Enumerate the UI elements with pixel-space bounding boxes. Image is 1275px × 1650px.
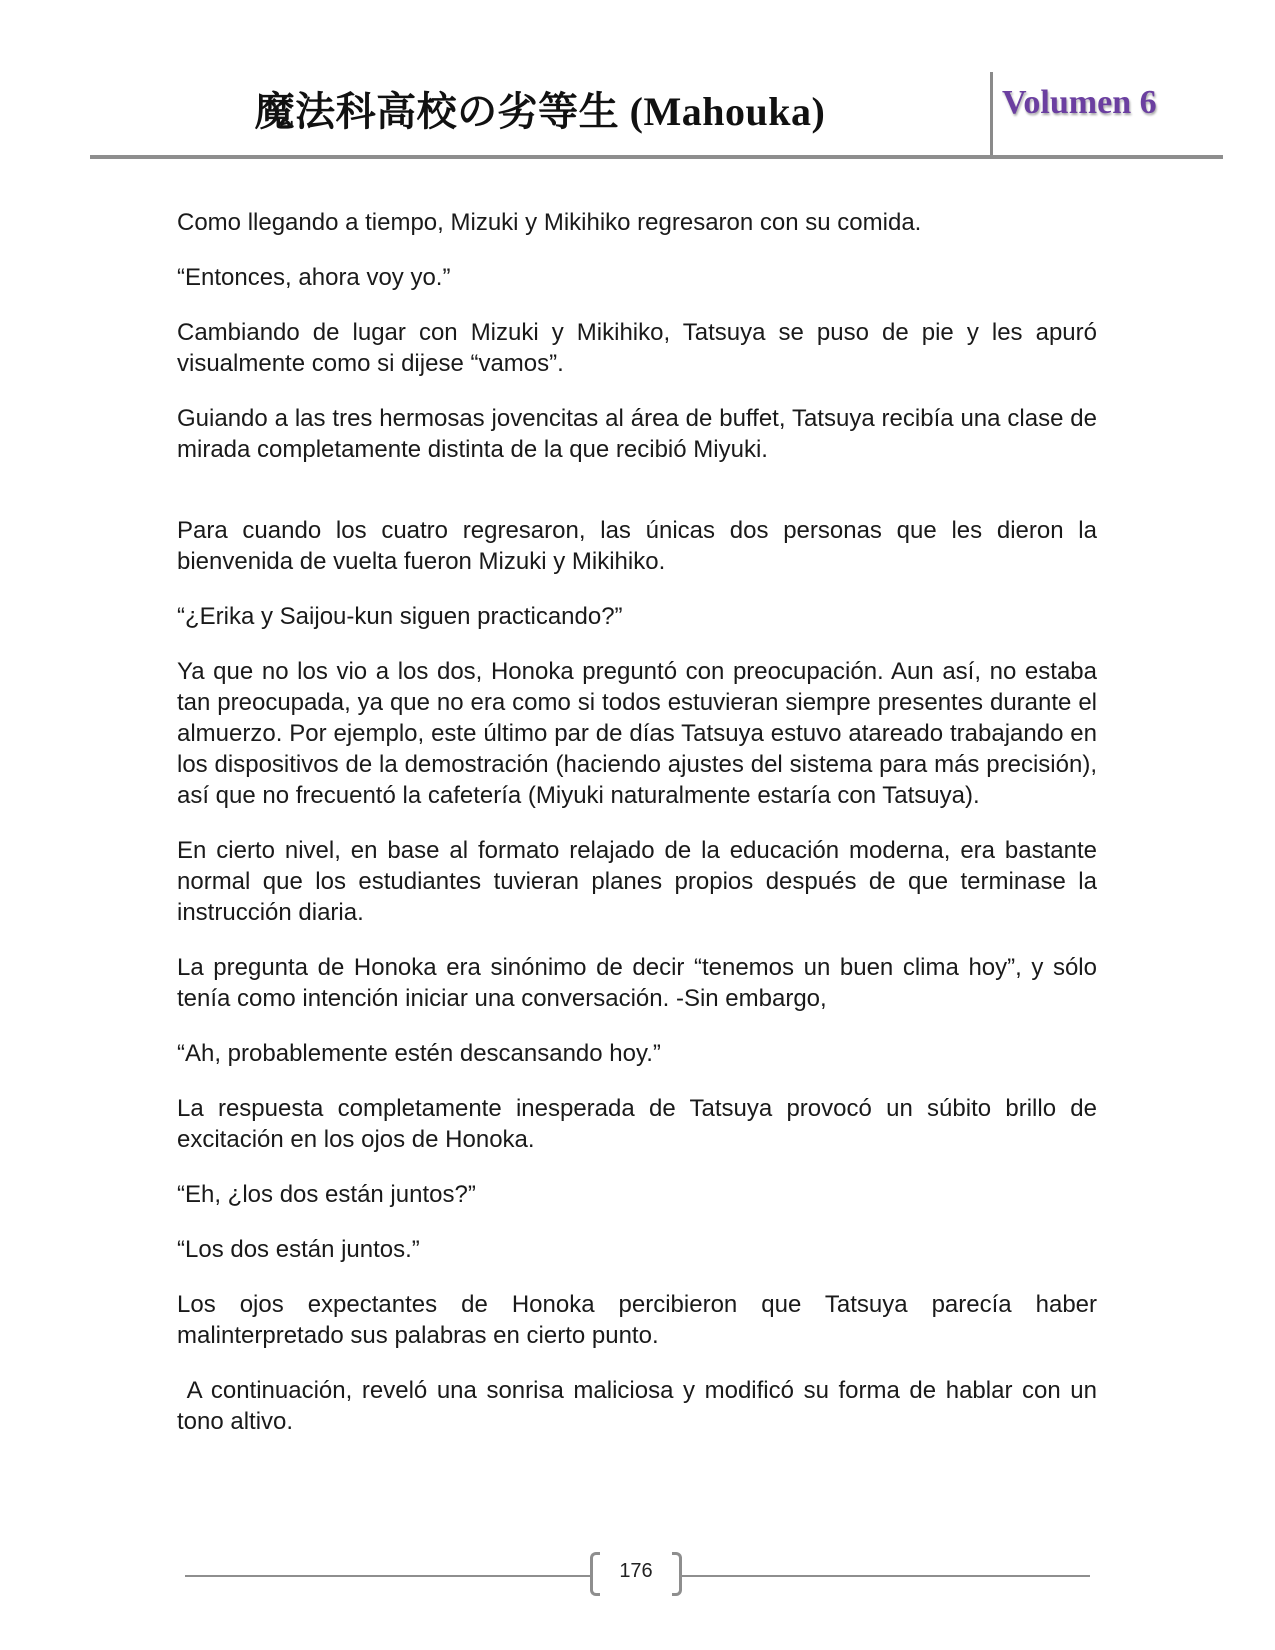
footer-rule-right xyxy=(680,1575,1090,1577)
paragraph: La pregunta de Honoka era sinónimo de decir “tenemos un buen clima hoy”, y sólo tenía como intención iniciar una conversación. -Sin embargo, xyxy=(177,954,1097,1012)
paragraph: “Eh, ¿los dos están juntos?” xyxy=(177,1181,476,1208)
footer-bracket-open xyxy=(590,1552,600,1596)
volume-label: Volumen 6 xyxy=(1002,84,1157,121)
paragraph: Cambiando de lugar con Mizuki y Mikihiko, Tatsuya se puso de pie y les apuró visualmente como si dijese “vamos”. xyxy=(177,319,1097,377)
paragraph: En cierto nivel, en base al formato relajado de la educación moderna, era bastante normal que los estudiantes tuvieran planes propios después de que terminase la instrucción diaria. xyxy=(177,837,1097,926)
paragraph: A continuación, reveló una sonrisa maliciosa y modificó su forma de hablar con un tono altivo. xyxy=(177,1377,1104,1435)
page-number: 176 xyxy=(619,1560,653,1582)
paragraph: “Los dos están juntos.” xyxy=(177,1236,420,1263)
paragraph: “Ah, probablemente estén descansando hoy.” xyxy=(177,1040,661,1067)
footer-bracket-close xyxy=(672,1552,682,1596)
header-rule xyxy=(90,155,1223,159)
paragraph: “Entonces, ahora voy yo.” xyxy=(177,264,451,291)
book-title: 魔法科高校の劣等生 (Mahouka) xyxy=(254,89,826,134)
paragraph: La respuesta completamente inesperada de Tatsuya provocó un súbito brillo de excitación en los ojos de Honoka. xyxy=(177,1095,1097,1153)
header-divider xyxy=(990,72,993,156)
paragraph: Como llegando a tiempo, Mizuki y Mikihiko regresaron con su comida. xyxy=(177,209,922,236)
paragraph: Ya que no los vio a los dos, Honoka preguntó con preocupación. Aun así, no estaba tan preocupada, ya que no era como si todos estuvieran siempre presentes durante el almuerzo. Por ejemplo, este último par de días Tatsuya estuvo atareado trabajando en los dispositivos de la demostración (haciendo ajustes del sistema para más precisión), así que no frecuentó la cafetería (Miyuki naturalmente estaría con Tatsuya). xyxy=(177,658,1097,809)
paragraph: “¿Erika y Saijou-kun siguen practicando?” xyxy=(177,603,623,630)
footer-rule-left xyxy=(185,1575,590,1577)
paragraph: Los ojos expectantes de Honoka percibieron que Tatsuya parecía haber malinterpretado sus palabras en cierto punto. xyxy=(177,1291,1097,1349)
paragraph: Guiando a las tres hermosas jovencitas al área de buffet, Tatsuya recibía una clase de mirada completamente distinta de la que recibió Miyuki. xyxy=(177,405,1097,463)
paragraph: Para cuando los cuatro regresaron, las únicas dos personas que les dieron la bienvenida de vuelta fueron Mizuki y Mikihiko. xyxy=(177,517,1097,575)
page-body xyxy=(177,207,1104,1461)
